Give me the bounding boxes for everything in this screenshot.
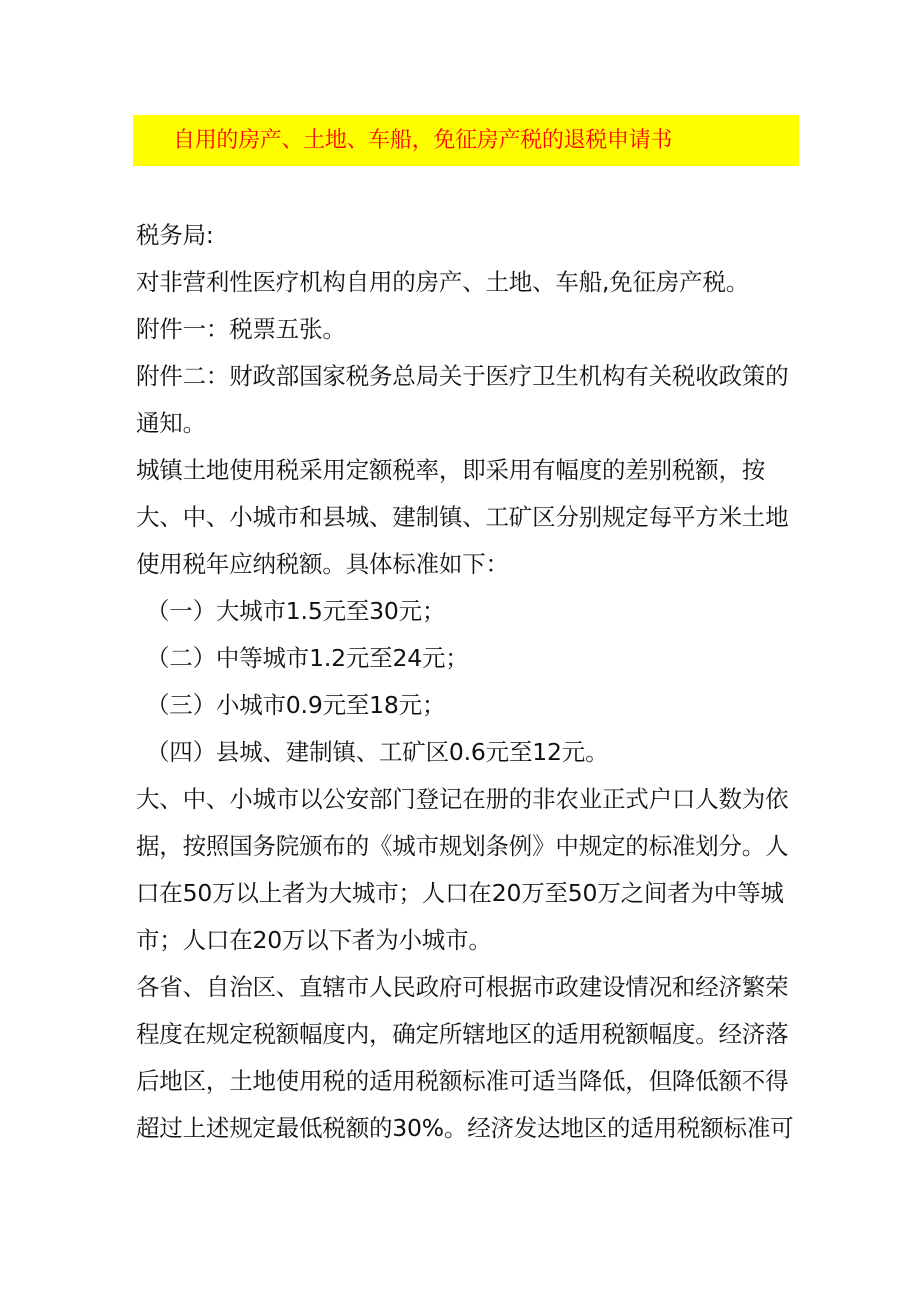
title-banner [133,115,799,166]
paragraph-line: 使用税年应纳税额。具体标准如下： [136,550,509,578]
paragraph-line: 口在50万以上者为大城市；人口在20万至50万之间者为中等城 [136,879,784,907]
list-item: （二）中等城市1.2元至24元； [146,644,469,672]
paragraph-line: 据，按照国务院颁布的《城市规划条例》中规定的标准划分。人 [136,832,789,860]
list-item: （三）小城市0.9元至18元； [146,691,446,719]
salutation: 税务局: [136,221,214,249]
document-body [136,212,794,1152]
attachment-two: 附件二：财政部国家税务总局关于医疗卫生机构有关税收政策的 [136,362,789,390]
paragraph-line: 程度在规定税额幅度内，确定所辖地区的适用税额幅度。经济落 [136,1020,789,1048]
attachment-one: 附件一：税票五张。 [136,315,346,343]
list-item: （四）县城、建制镇、工矿区0.6元至12元。 [146,738,609,766]
paragraph-line: 对非营利性医疗机构自用的房产、土地、车船,免征房产税。 [136,268,750,296]
attachment-two-continued: 通知。 [136,409,206,437]
paragraph-line: 超过上述规定最低税额的30%。经济发达地区的适用税额标准可 [136,1114,794,1142]
paragraph-line: 大、中、小城市以公安部门登记在册的非农业正式户口人数为依 [136,785,789,813]
paragraph-line: 各省、自治区、直辖市人民政府可根据市政建设情况和经济繁荣 [136,973,789,1001]
list-item: （一）大城市1.5元至30元； [146,597,446,625]
document-title: 自用的房产、土地、车船，免征房产税的退税申请书 [173,127,673,153]
paragraph-line: 大、中、小城市和县城、建制镇、工矿区分别规定每平方米土地 [136,503,789,531]
paragraph-line: 城镇土地使用税采用定额税率，即采用有幅度的差别税额，按 [136,456,766,484]
paragraph-line: 市；人口在20万以下者为小城市。 [136,926,492,954]
paragraph-line: 后地区，土地使用税的适用税额标准可适当降低，但降低额不得 [136,1067,789,1095]
